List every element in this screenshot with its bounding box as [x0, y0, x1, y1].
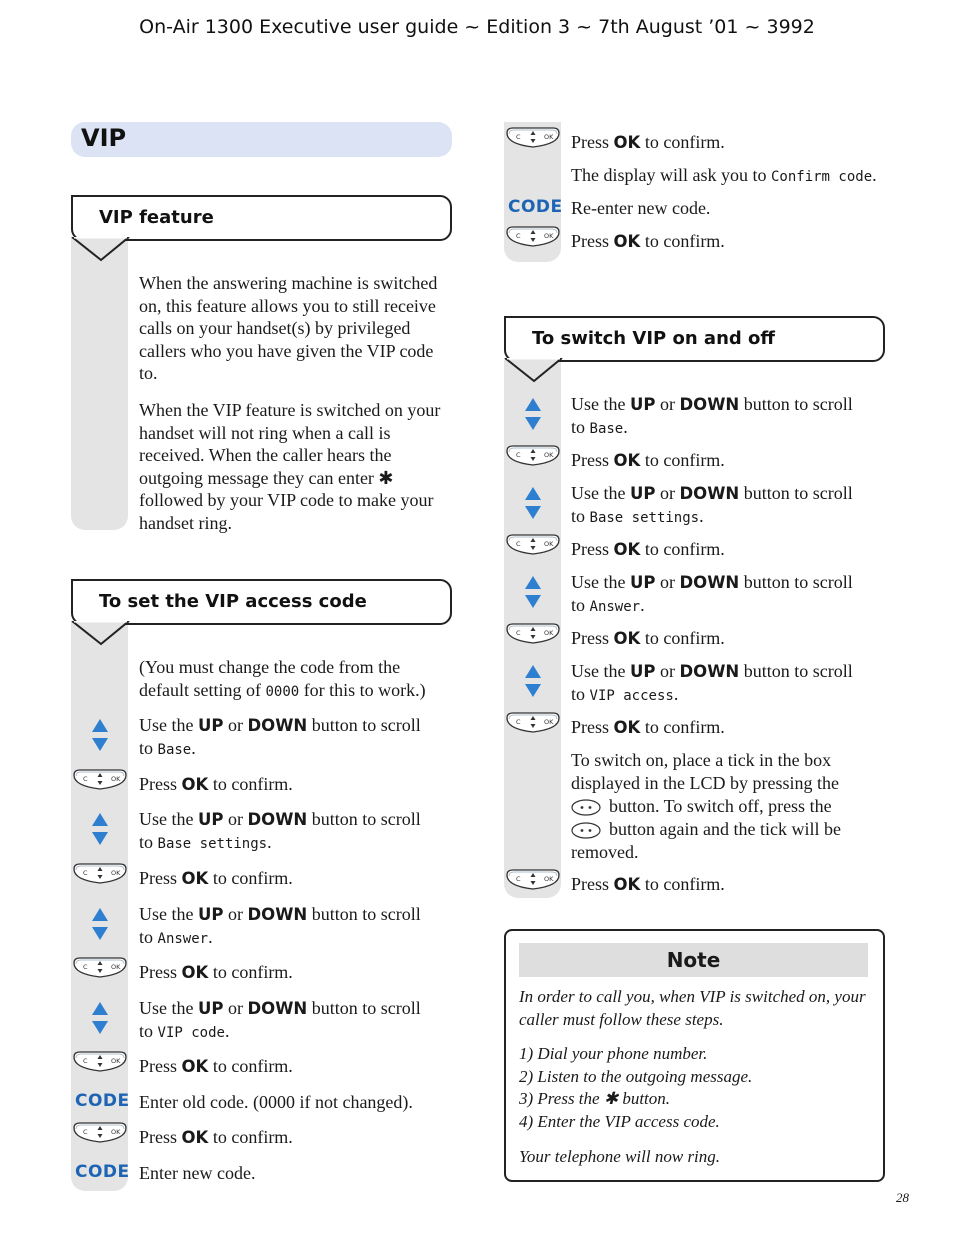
up-down-arrow-icon	[525, 398, 541, 430]
handset-ok-button-icon	[72, 862, 128, 891]
instruction-step: Press OK to confirm.	[571, 450, 725, 470]
switch-heading-box	[504, 316, 885, 362]
instruction-step: Press OK to confirm.	[139, 1056, 293, 1076]
instruction-step: Press OK to confirm.	[571, 874, 725, 894]
handset-ok-button-icon	[505, 868, 561, 897]
instruction-step: Use the UP or DOWN button to scroll to Base settings.	[571, 483, 853, 526]
instruction-step: Enter new code.	[139, 1163, 256, 1183]
vip-feature-heading-box	[71, 195, 452, 241]
note-item: 1) Dial your phone number.	[519, 1044, 708, 1063]
svg-text:OK: OK	[111, 1057, 121, 1065]
svg-text:OK: OK	[544, 875, 554, 883]
page-number: 28	[896, 1190, 909, 1205]
svg-text:C: C	[83, 1057, 88, 1065]
svg-text:C: C	[516, 875, 521, 883]
svg-text:C: C	[83, 963, 88, 971]
handset-ok-button-icon	[72, 956, 128, 985]
svg-text:C: C	[83, 1128, 88, 1136]
set-code-notch	[71, 621, 131, 647]
handset-ok-button-icon	[505, 533, 561, 562]
instruction-step: Press OK to confirm.	[139, 868, 293, 888]
svg-text:C: C	[516, 718, 521, 726]
note-item: 2) Listen to the outgoing message.	[519, 1066, 753, 1086]
code-keypad-label: CODE	[75, 1091, 130, 1111]
vip-feature-strip	[71, 238, 128, 530]
vip-feature-para-2: When the VIP feature is switched on your handset will not ring when a call is received. When the caller hears the outgoing message they can enter ✱ followed by your VIP code to make your handset ring.	[139, 400, 441, 533]
up-down-arrow-icon	[92, 908, 108, 940]
code-keypad-label: CODE	[508, 197, 563, 217]
note-outro: Your telephone will now ring.	[519, 1147, 721, 1166]
svg-text:OK: OK	[111, 963, 121, 971]
up-down-arrow-icon	[525, 665, 541, 697]
svg-text:OK: OK	[544, 629, 554, 637]
tick-paragraph	[571, 749, 891, 864]
instruction-step: Press OK to confirm.	[571, 717, 725, 737]
section-title: VIP	[81, 124, 127, 152]
instruction-step: Use the UP or DOWN button to scroll to Answer.	[139, 904, 421, 947]
svg-text:OK: OK	[544, 540, 554, 548]
svg-text:C: C	[83, 775, 88, 783]
svg-text:C: C	[516, 451, 521, 459]
up-down-arrow-icon	[525, 576, 541, 608]
instruction-step: Press OK to confirm.	[571, 539, 725, 559]
svg-text:OK: OK	[111, 1128, 121, 1136]
instruction-step: Use the UP or DOWN button to scroll to Base.	[139, 715, 421, 758]
instruction-step: Use the UP or DOWN button to scroll to Base settings.	[139, 809, 421, 852]
instruction-step: Use the UP or DOWN button to scroll to VIP access.	[571, 661, 853, 704]
tick-line-4: button again and the tick will be	[571, 818, 891, 841]
svg-text:C: C	[516, 133, 521, 141]
page-header: On-Air 1300 Executive user guide ~ Edition 3 ~ 7th August ’01 ~ 3992	[139, 16, 815, 38]
handset-ok-button-icon	[72, 1121, 128, 1150]
up-down-arrow-icon	[92, 813, 108, 845]
instruction-step: Press OK to confirm.	[139, 962, 293, 982]
instruction-step: Press OK to confirm.	[571, 628, 725, 648]
instruction-step: Use the UP or DOWN button to scroll to VIP code.	[139, 998, 421, 1041]
svg-text:OK: OK	[544, 232, 554, 240]
svg-text:OK: OK	[544, 718, 554, 726]
svg-text:OK: OK	[111, 775, 121, 783]
svg-text:OK: OK	[544, 451, 554, 459]
menu-button-icon	[571, 822, 601, 839]
set-code-heading-box	[71, 579, 452, 625]
confirm-code-note: The display will ask you to Confirm code.	[571, 165, 877, 185]
set-code-intro: (You must change the code from the default setting of 0000 for this to work.)	[139, 657, 426, 700]
vip-feature-heading: VIP feature	[99, 207, 214, 228]
tick-line-3: button. To switch off, press the	[571, 795, 891, 818]
svg-text:OK: OK	[544, 133, 554, 141]
handset-ok-button-icon	[505, 444, 561, 473]
switch-notch	[504, 358, 564, 384]
svg-text:C: C	[516, 540, 521, 548]
set-code-heading: To set the VIP access code	[99, 591, 367, 612]
tick-line-2: displayed in the LCD by pressing the	[571, 773, 839, 793]
section-banner	[71, 122, 452, 157]
svg-text:C: C	[83, 869, 88, 877]
instruction-step: Enter old code. (0000 if not changed).	[139, 1092, 413, 1112]
handset-ok-button-icon	[505, 622, 561, 651]
handset-ok-button-icon	[505, 711, 561, 740]
vip-feature-notch	[71, 237, 131, 263]
note-list	[519, 1043, 874, 1133]
code-keypad-label: CODE	[75, 1162, 130, 1182]
instruction-step: Use the UP or DOWN button to scroll to Base.	[571, 394, 853, 437]
tick-line-5: removed.	[571, 842, 639, 862]
handset-ok-button-icon	[505, 225, 561, 254]
instruction-step: Press OK to confirm.	[571, 231, 725, 251]
svg-text:C: C	[516, 629, 521, 637]
note-item: 4) Enter the VIP access code.	[519, 1111, 720, 1131]
svg-text:C: C	[516, 232, 521, 240]
instruction-step: Press OK to confirm.	[571, 132, 725, 152]
menu-button-icon	[571, 799, 601, 816]
handset-ok-button-icon	[505, 126, 561, 155]
switch-heading: To switch VIP on and off	[532, 328, 775, 349]
note-intro: In order to call you, when VIP is switched on, your caller must follow these steps.	[519, 987, 866, 1029]
up-down-arrow-icon	[525, 487, 541, 519]
svg-text:OK: OK	[111, 869, 121, 877]
note-item: 3) Press the ✱ button.	[519, 1089, 671, 1108]
instruction-step: Press OK to confirm.	[139, 774, 293, 794]
instruction-step: Press OK to confirm.	[139, 1127, 293, 1147]
handset-ok-button-icon	[72, 768, 128, 797]
vip-feature-para-1: When the answering machine is switched on, this feature allows you to still receive calls on your handset(s) by privileged callers who you have given the VIP code to.	[139, 273, 438, 383]
instruction-step: Re-enter new code.	[571, 198, 711, 218]
up-down-arrow-icon	[92, 1002, 108, 1034]
up-down-arrow-icon	[92, 719, 108, 751]
note-heading: Note	[519, 943, 868, 977]
handset-ok-button-icon	[72, 1050, 128, 1079]
tick-line-1: To switch on, place a tick in the box	[571, 750, 832, 770]
instruction-step: Use the UP or DOWN button to scroll to Answer.	[571, 572, 853, 615]
note-box	[504, 929, 885, 1182]
